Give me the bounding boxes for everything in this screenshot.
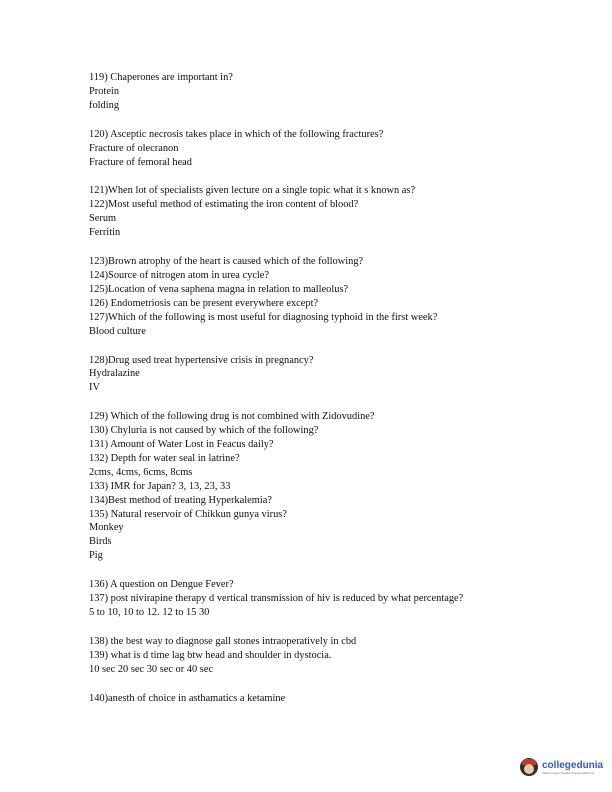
text-line: IV — [89, 382, 100, 394]
text-line: 137) post nivirapine therapy d vertical transmission of hiv is reduced by what percentage? — [89, 593, 464, 605]
question-block-138 — [89, 635, 529, 677]
text-line: Birds — [89, 536, 112, 548]
text-line: 120) Asceptic necrosis takes place in which of the following fractures? — [89, 128, 384, 140]
question-block-128 — [89, 354, 529, 396]
question-list — [89, 71, 529, 721]
text-line: 135) Natural reservoir of Chikkun gunya virus? — [89, 508, 287, 520]
text-line: 139) what is d time lag btw head and shoulder in dystocia. — [89, 649, 332, 661]
question-block-123 — [89, 255, 529, 338]
text-line: Protein — [89, 85, 120, 97]
text-line: Ferritin — [89, 227, 121, 239]
text-line: 121)When lot of specialists given lecture on a single topic what it s known as? — [89, 185, 416, 197]
text-line: 130) Chyluria is not caused by which of the following? — [89, 425, 319, 437]
question-block-136 — [89, 578, 529, 620]
text-line: 131) Amount of Water Lost in Feacus daily? — [89, 439, 274, 451]
text-line: Pig — [89, 550, 103, 562]
text-line: folding — [89, 99, 120, 111]
brand-tagline: India's largest Student Review Platform — [542, 770, 595, 775]
text-line: 128)Drug used treat hypertensive crisis in pregnancy? — [89, 354, 314, 366]
text-line: 136) A question on Dengue Fever? — [89, 579, 234, 591]
text-line: Hydralazine — [89, 368, 140, 380]
text-line: 133) IMR for Japan? 3, 13, 23, 33 — [89, 480, 231, 492]
text-line: 124)Source of nitrogen atom in urea cycle? — [89, 269, 270, 281]
text-line: 119) Chaperones are important in? — [89, 72, 233, 83]
brand-name: collegedunia — [542, 759, 604, 771]
text-line: 10 sec 20 sec 30 sec or 40 sec — [89, 663, 214, 675]
text-line: 132) Depth for water seal in latrine? — [89, 452, 240, 464]
question-block-119 — [89, 71, 529, 113]
text-line: 123)Brown atrophy of the heart is caused which of the following? — [89, 256, 364, 268]
question-block-140 — [89, 692, 529, 706]
text-line: 134)Best method of treating Hyperkalemia? — [89, 494, 272, 506]
text-line: 140)anesth of choice in asthamatics a ketamine — [89, 692, 286, 704]
text-line: 138) the best way to diagnose gall stones intraoperatively in cbd — [89, 635, 357, 647]
mascot-icon — [520, 758, 538, 776]
text-line: 122)Most useful method of estimating the iron content of blood? — [89, 199, 359, 211]
question-block-129 — [89, 410, 529, 563]
collegedunia-logo[interactable] — [520, 758, 603, 776]
question-block-121 — [89, 184, 529, 240]
text-line: 129) Which of the following drug is not combined with Zidovudine? — [89, 411, 375, 423]
text-line: Monkey — [89, 522, 124, 534]
text-line: Fracture of femoral head — [89, 156, 192, 168]
text-line: 2cms, 4cms, 6cms, 8cms — [89, 466, 193, 478]
text-line: 127)Which of the following is most useful for diagnosing typhoid in the first week? — [89, 311, 438, 323]
text-line: Blood culture — [89, 325, 146, 337]
text-line: 125)Location of vena saphena magna in relation to malleolus? — [89, 283, 349, 295]
text-line: 5 to 10, 10 to 12. 12 to 15 30 — [89, 607, 210, 618]
text-line: Serum — [89, 213, 117, 225]
logo-text — [542, 760, 603, 775]
question-block-120 — [89, 128, 529, 170]
text-line: Fracture of olecranon — [89, 142, 179, 154]
text-line: 126) Endometriosis can be present everywhere except? — [89, 297, 319, 309]
